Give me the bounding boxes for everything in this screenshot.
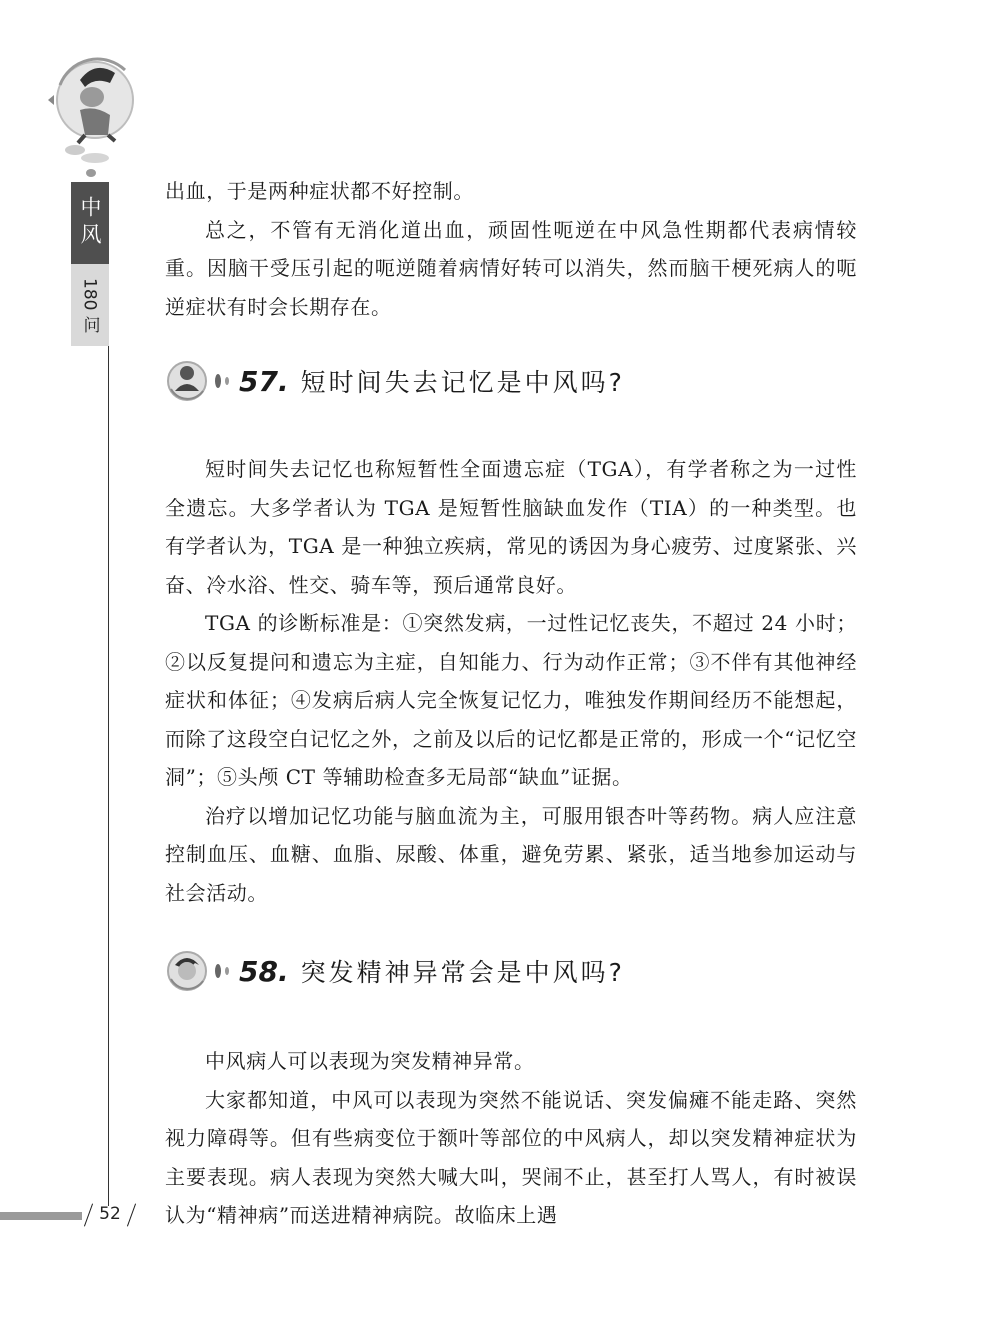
page-number: 52 bbox=[84, 1200, 136, 1228]
paragraph: 短时间失去记忆也称短暂性全面遗忘症（TGA），有学者称之为一过性全遗忘。大多学者认为 TGA 是短暂性脑缺血发作（TIA）的一种类型。也有学者认为，TGA 是一种独立疾病，常见的诱因为身心疲劳、过度紧张、兴奋、冷水浴、性交、骑车等，预后通常良好。 bbox=[165, 457, 857, 597]
paragraph: TGA 的诊断标准是：①突然发病，一过性记忆丧失，不超过 24 小时；②以反复提问和遗忘为主症，自知能力、行为动作正常；③不伴有其他神经症状和体征；④发病后病人完全恢复记忆力，唯独发作期间经历不能想起，而除了这段空白记忆之外，之前及以后的记忆都是正常的，形成一个“记忆空洞”；⑤头颅 CT 等辅助检查多无局部“缺血”证据。 bbox=[165, 611, 857, 789]
dots-icon bbox=[213, 371, 233, 391]
section-number: 57. bbox=[239, 364, 289, 398]
page-content bbox=[165, 172, 857, 1235]
dots-icon bbox=[213, 961, 233, 981]
paragraph: 中风病人可以表现为突发精神异常。 bbox=[205, 1049, 535, 1073]
section-heading-58 bbox=[165, 946, 857, 996]
sidebar-divider bbox=[108, 346, 109, 1206]
section-title: 突发精神异常会是中风吗? bbox=[300, 958, 625, 987]
paragraph: 出血，于是两种症状都不好控制。 bbox=[165, 179, 474, 203]
paragraph: 总之，不管有无消化道出血，顽固性呃逆在中风急性期都代表病情较重。因脑干受压引起的呃逆随着病情好转可以消失，然而脑干梗死病人的呃逆症状有时会长期存在。 bbox=[165, 217, 857, 319]
page-bar bbox=[0, 1212, 82, 1220]
section-title: 短时间失去记忆是中风吗? bbox=[300, 368, 625, 397]
section-number: 58. bbox=[239, 954, 289, 988]
paragraph: 大家都知道，中风可以表现为突然不能说话、突发偏瘫不能走路、突然视力障碍等。但有些病变位于额叶等部位的中风病人，却以突发精神症状为主要表现。病人表现为突然大喊大叫，哭闹不止，甚至打人骂人，有时被误认为“精神病”而送进精神病院。故临床上遇 bbox=[165, 1087, 857, 1227]
section-heading-57 bbox=[165, 356, 857, 406]
doctor-avatar-icon bbox=[165, 359, 209, 403]
paragraph: 治疗以增加记忆功能与脑血流为主，可服用银杏叶等药物。病人应注意控制血压、血糖、血脂、尿酸、体重，避免劳累、紧张，适当地参加运动与社会活动。 bbox=[165, 803, 857, 905]
cartoon-logo-icon bbox=[40, 55, 140, 180]
sidebar-book-title: 中风 bbox=[71, 182, 109, 264]
sidebar-book-subtitle: 180 问 bbox=[71, 264, 109, 346]
boy-avatar-icon bbox=[165, 949, 209, 993]
